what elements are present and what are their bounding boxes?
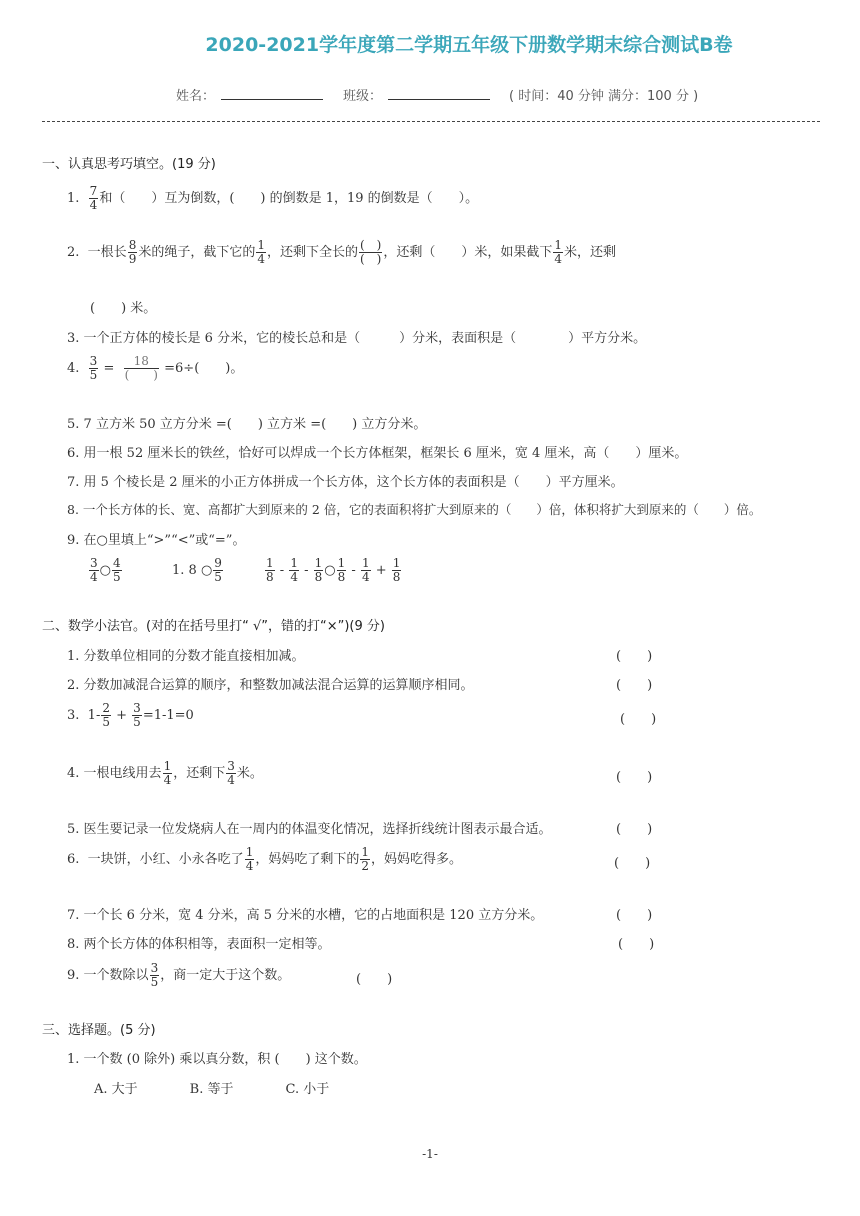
denominator: ( ) xyxy=(124,368,158,382)
text-segment: 米，还剩 xyxy=(564,245,617,260)
numerator: 3 xyxy=(227,759,235,773)
text-segment: 1. xyxy=(67,191,80,206)
compare-1 xyxy=(88,557,123,584)
text-segment: 和（ ）互为倒数，( ) 的倒数是 1，19 的倒数是（ ）。 xyxy=(99,191,479,206)
q1-2 xyxy=(67,239,616,266)
denominator: 4 xyxy=(89,198,98,212)
numerator: 1 xyxy=(361,556,370,570)
divider-line xyxy=(42,121,820,122)
denominator: 9 xyxy=(128,252,137,266)
answer-paren[interactable]: ( ) xyxy=(618,937,655,952)
denominator: 4 xyxy=(227,773,235,787)
q2-1 xyxy=(67,645,305,664)
text-segment: 9. xyxy=(67,533,80,548)
denominator: 5 xyxy=(89,368,98,382)
page-title: 2020-2021学年度第二学期五年级下册数学期末综合测试B卷 xyxy=(205,34,733,56)
q2-2 xyxy=(67,674,474,693)
q1-1 xyxy=(67,185,478,212)
text-segment: 分数单位相同的分数才能直接相加减。 xyxy=(83,649,305,664)
answer-paren[interactable]: ( ) xyxy=(616,649,653,664)
text-segment: 用 5 个棱长是 2 厘米的小正方体拼成一个长方体，这个长方体的表面积是（ ）平方厘米。 xyxy=(83,475,624,490)
text-segment: 7 立方米 50 立方分米 =( ) 立方米 =( ) 立方分米。 xyxy=(83,417,427,432)
text-segment: - xyxy=(279,563,285,578)
q2-3 xyxy=(67,702,194,729)
q3-1-options[interactable]: A. 大于 B. 等于 C. 小于 xyxy=(94,1082,330,1097)
text-segment: 米。 xyxy=(236,766,263,781)
q1-5 xyxy=(67,413,426,432)
text-segment: ，还剩下 xyxy=(173,766,226,781)
section-3-heading: 三、选择题。(5 分) xyxy=(42,1023,156,1038)
numerator: 1 xyxy=(163,759,172,773)
denominator: ( ) xyxy=(360,252,382,266)
denominator: 5 xyxy=(150,975,159,989)
fraction xyxy=(89,355,99,382)
fraction xyxy=(392,557,402,584)
denominator: 5 xyxy=(133,715,141,729)
class-label: 班级： xyxy=(343,89,383,104)
q2-4 xyxy=(67,760,263,787)
answer-paren[interactable]: ( ) xyxy=(616,770,653,785)
q1-7 xyxy=(67,471,624,490)
numerator: 9 xyxy=(214,556,222,570)
text-segment: 一个长方体的长、宽、高都扩大到原来的 2 倍，它的表面积将扩大到原来的（ ）倍，体积将扩大到原来的（ ）倍。 xyxy=(82,502,762,517)
fraction xyxy=(245,846,255,873)
denominator: 4 xyxy=(257,252,265,266)
text-segment: 一块饼，小红、小永各吃了 xyxy=(87,852,244,867)
numerator: 7 xyxy=(89,184,98,198)
fraction xyxy=(265,557,275,584)
numerator: 1 xyxy=(337,556,346,570)
q2-8 xyxy=(67,933,331,952)
text-segment: 一个数 (0 除外) 乘以真分数，积 ( ) 这个数。 xyxy=(83,1052,367,1067)
text-segment: 4. xyxy=(67,361,80,376)
denominator: 5 xyxy=(214,570,222,584)
q1-6 xyxy=(67,442,687,461)
text-segment: 3. xyxy=(67,708,80,723)
text-segment: 1. xyxy=(67,649,80,664)
fraction xyxy=(289,557,299,584)
denominator: 8 xyxy=(392,570,401,584)
time-info: ( 时间：40 分钟 满分：100 分 ) xyxy=(509,89,699,104)
section-1-heading: 一、认真思考巧填空。(19 分) xyxy=(42,157,216,172)
circle-blank[interactable]: ○ xyxy=(200,563,213,578)
fraction xyxy=(101,702,111,729)
text-segment: =1-1=0 xyxy=(142,708,194,723)
fraction xyxy=(360,846,370,873)
text-segment: 2. xyxy=(67,678,80,693)
fraction xyxy=(361,557,371,584)
text-segment: 2. xyxy=(67,245,80,260)
text-segment: 1. 8 xyxy=(172,563,197,578)
answer-paren[interactable]: ( ) xyxy=(620,712,657,727)
text-segment: 两个长方体的体积相等，表面积一定相等。 xyxy=(83,937,331,952)
numerator: 1 xyxy=(554,238,563,252)
numerator: 1 xyxy=(257,238,265,252)
text-segment: 6. xyxy=(67,446,80,461)
fraction xyxy=(337,557,347,584)
text-segment: 在○里填上“>”“<”或“=”。 xyxy=(83,533,246,548)
text-segment: 分数加减混合运算的顺序，和整数加减法混合运算的运算顺序相同。 xyxy=(83,678,474,693)
compare-2 xyxy=(172,557,224,584)
answer-paren[interactable]: ( ) xyxy=(616,908,653,923)
text-segment: + xyxy=(375,563,387,578)
text-segment: 8. xyxy=(67,502,79,517)
text-segment: ，妈妈吃得多。 xyxy=(370,852,462,867)
text-segment: 1. xyxy=(67,1052,80,1067)
numerator: 1 xyxy=(392,556,401,570)
denominator: 2 xyxy=(361,859,369,873)
text-segment: 5. xyxy=(67,417,80,432)
text-segment: 米的绳子，截下它的 xyxy=(138,245,256,260)
text-segment: 6. xyxy=(67,852,80,867)
q1-8 xyxy=(67,500,761,518)
fraction xyxy=(226,760,236,787)
fraction xyxy=(89,185,99,212)
q1-9 xyxy=(67,529,245,548)
fraction xyxy=(163,760,173,787)
text-segment: = xyxy=(103,361,115,376)
name-label: 姓名： xyxy=(176,89,216,104)
class-blank[interactable] xyxy=(388,87,490,100)
text-segment: 一个正方体的棱长是 6 分米，它的棱长总和是（ ）分米，表面积是（ ）平方分米。 xyxy=(83,331,647,346)
denominator: 4 xyxy=(163,773,172,787)
q1-2-cont: ( ) 米。 xyxy=(90,301,157,316)
q2-9 xyxy=(67,962,290,989)
fraction xyxy=(150,962,160,989)
fraction xyxy=(132,702,142,729)
q1-4 xyxy=(67,355,243,382)
answer-paren[interactable]: ( ) xyxy=(356,972,393,987)
numerator: 18 xyxy=(124,355,159,369)
numerator: ( ) xyxy=(360,238,382,252)
numerator: 1 xyxy=(290,556,298,570)
text-segment: 5. xyxy=(67,822,80,837)
fraction xyxy=(112,557,122,584)
text-segment: 4. xyxy=(67,766,80,781)
denominator: 5 xyxy=(112,570,121,584)
q2-5 xyxy=(67,818,552,837)
text-segment: ，还剩（ ）米，如果截下 xyxy=(383,245,553,260)
fraction xyxy=(128,239,138,266)
text-segment: ，妈妈吃了剩下的 xyxy=(255,852,360,867)
text-segment: 9. xyxy=(67,968,80,983)
class-field xyxy=(343,85,490,104)
text-segment: 用一根 52 厘米长的铁丝，恰好可以焊成一个长方体框架，框架长 6 厘米，宽 4 厘米，高（ ）厘米。 xyxy=(83,446,688,461)
answer-paren[interactable]: ( ) xyxy=(616,822,653,837)
fraction xyxy=(124,355,159,382)
text-segment: 7. xyxy=(67,908,80,923)
numerator: 1 xyxy=(314,556,323,570)
fraction xyxy=(359,239,382,266)
answer-paren[interactable]: ( ) xyxy=(616,678,653,693)
numerator: 1 xyxy=(266,556,274,570)
compare-3 xyxy=(264,557,402,584)
text-segment: 一根长 xyxy=(87,245,127,260)
numerator: 1 xyxy=(361,845,369,859)
answer-paren[interactable]: ( ) xyxy=(614,856,651,871)
name-field xyxy=(176,85,323,104)
denominator: 4 xyxy=(245,859,254,873)
q2-7 xyxy=(67,904,543,923)
fraction xyxy=(553,239,563,266)
numerator: 4 xyxy=(112,556,121,570)
fraction xyxy=(89,557,99,584)
q2-6 xyxy=(67,846,462,873)
text-segment: 一根电线用去 xyxy=(83,766,162,781)
denominator: 4 xyxy=(554,252,563,266)
numerator: 3 xyxy=(133,701,141,715)
q1-3 xyxy=(67,327,646,346)
circle-blank[interactable]: ○ xyxy=(324,563,336,578)
page-number: -1- xyxy=(422,1147,438,1161)
denominator: 5 xyxy=(102,715,110,729)
name-blank[interactable] xyxy=(221,87,323,100)
text-segment: ，商一定大于这个数。 xyxy=(160,968,291,983)
denominator: 8 xyxy=(337,570,346,584)
circle-blank[interactable]: ○ xyxy=(99,563,111,578)
denominator: 8 xyxy=(266,570,274,584)
numerator: 1 xyxy=(245,845,254,859)
text-segment: - xyxy=(304,563,309,578)
numerator: 3 xyxy=(90,556,98,570)
text-segment: 7. xyxy=(67,475,80,490)
denominator: 4 xyxy=(290,570,298,584)
numerator: 8 xyxy=(128,238,137,252)
section-2-heading: 二、数学小法官。(对的在括号里打“ √”，错的打“×”)(9 分) xyxy=(42,619,385,634)
denominator: 4 xyxy=(361,570,370,584)
denominator: 8 xyxy=(314,570,323,584)
text-segment: - xyxy=(351,563,356,578)
text-segment: =6÷( )。 xyxy=(164,361,244,376)
text-segment: 一个长 6 分米，宽 4 分米，高 5 分米的水槽，它的占地面积是 120 立方分米。 xyxy=(83,908,544,923)
numerator: 2 xyxy=(102,701,110,715)
text-segment: 1- xyxy=(87,708,101,723)
text-segment: 一个数除以 xyxy=(83,968,149,983)
fraction xyxy=(213,557,223,584)
fraction xyxy=(256,239,266,266)
denominator: 4 xyxy=(90,570,98,584)
text-segment: 医生要记录一位发烧病人在一周内的体温变化情况，选择折线统计图表示最合适。 xyxy=(83,822,552,837)
fraction xyxy=(314,557,324,584)
text-segment: 3. xyxy=(67,331,80,346)
numerator: 3 xyxy=(89,354,98,368)
text-segment: ，还剩下全长的 xyxy=(266,245,358,260)
q3-1 xyxy=(67,1048,367,1067)
text-segment: 8. xyxy=(67,937,80,952)
text-segment: + xyxy=(116,708,128,723)
numerator: 3 xyxy=(150,961,159,975)
